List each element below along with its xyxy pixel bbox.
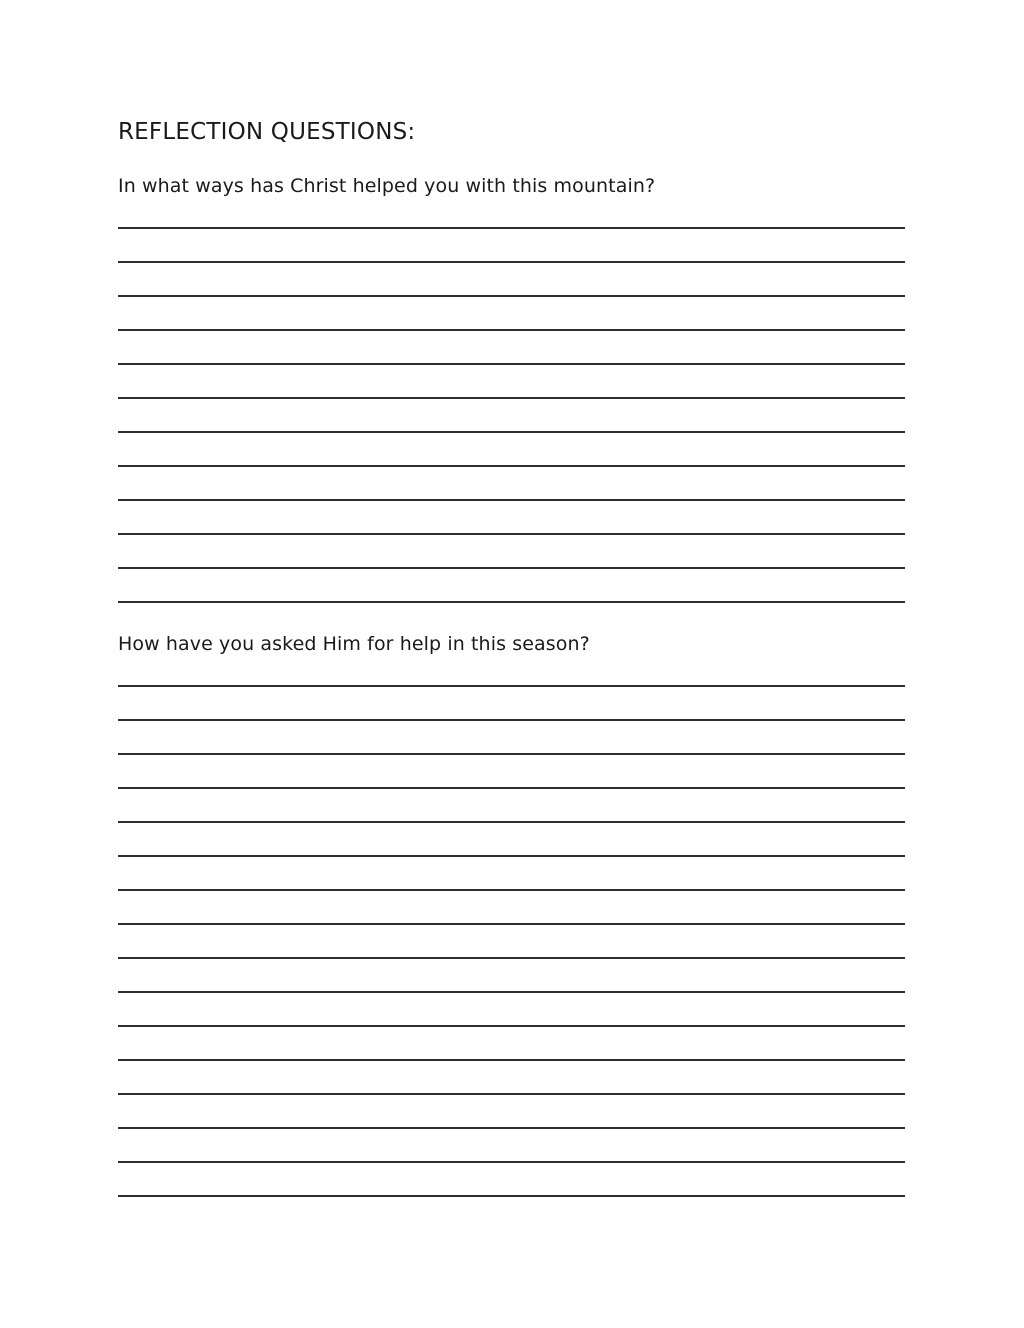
answer-line[interactable] <box>118 1127 905 1129</box>
answer-line[interactable] <box>118 923 905 925</box>
answer-line[interactable] <box>118 465 905 467</box>
answer-line[interactable] <box>118 821 905 823</box>
answer-line[interactable] <box>118 431 905 433</box>
answer-line[interactable] <box>118 533 905 535</box>
answer-line[interactable] <box>118 227 905 229</box>
answer-line[interactable] <box>118 1161 905 1163</box>
answer-line[interactable] <box>118 685 905 687</box>
answer-line[interactable] <box>118 329 905 331</box>
answer-line[interactable] <box>118 719 905 721</box>
answer-line[interactable] <box>118 261 905 263</box>
answer-line[interactable] <box>118 295 905 297</box>
answer-line[interactable] <box>118 889 905 891</box>
answer-line[interactable] <box>118 567 905 569</box>
question-2: How have you asked Him for help in this season? <box>118 633 590 655</box>
answer-line[interactable] <box>118 787 905 789</box>
answer-line[interactable] <box>118 397 905 399</box>
question-1: In what ways has Christ helped you with this mountain? <box>118 175 656 197</box>
answer-line[interactable] <box>118 1195 905 1197</box>
answer-line[interactable] <box>118 855 905 857</box>
answer-line[interactable] <box>118 753 905 755</box>
answer-line[interactable] <box>118 957 905 959</box>
answer-line[interactable] <box>118 499 905 501</box>
answer-line[interactable] <box>118 363 905 365</box>
answer-line[interactable] <box>118 601 905 603</box>
answer-line[interactable] <box>118 1059 905 1061</box>
page-heading: REFLECTION QUESTIONS: <box>118 119 416 145</box>
answer-line[interactable] <box>118 991 905 993</box>
answer-line[interactable] <box>118 1025 905 1027</box>
answer-line[interactable] <box>118 1093 905 1095</box>
